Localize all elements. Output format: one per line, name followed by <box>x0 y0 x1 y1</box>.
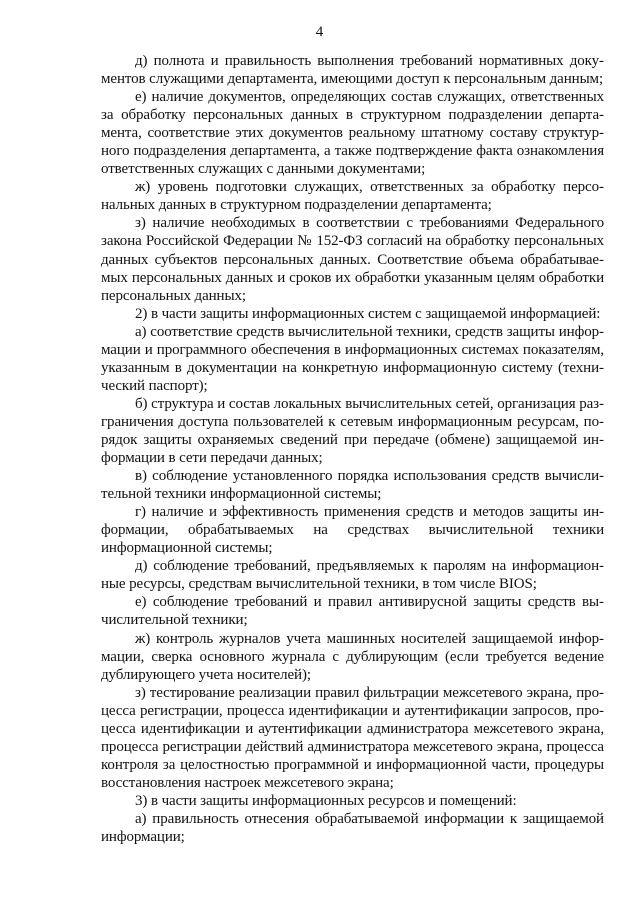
paragraph-2-zh-media-logs: ж) контроль журналов учета машинных носителей защищаемой информации, сверка основного журнала с дублирующим (если требуется ведение дублирующего учета носителей); <box>101 630 604 683</box>
paragraph-2-a-hardware: а) соответствие средств вычислительной техники, средств защиты информации и программного обеспечения в информационных системах показателям, указанным в документации на конкретную информационную систему (технический паспорт); <box>101 323 604 394</box>
paragraph-1-e-documents: е) наличие документов, определяющих состав служащих, ответственных за обработку персональных данных в структурном подразделении департамента, соответствие этих документов реальному штатному составу структурного подразделения департамента, а также подтверждение факта ознакомления ответственных служащих с данными документами; <box>101 89 604 178</box>
paragraph-3-a-classification: а) правильность отнесения обрабатываемой информации к защищаемой информации; <box>101 810 604 846</box>
section-2-heading: 2) в части защиты информационных систем с защищаемой информацией: <box>135 305 601 322</box>
paragraph-1-d-completeness: д) полнота и правильность выполнения требований нормативных документов служащими департамента, имеющими доступ к персональным данным; <box>101 53 604 88</box>
paragraph-2-z-firewall: з) тестирование реализации правил фильтрации межсетевого экрана, процесса регистрации, процесса идентификации и аутентификации запросов, процесса идентификации и аутентификации администратора межсетевого экрана, процесса регистрации действий администратора межсетевого экрана, процесса контроля за целостностью программной и информационной части, процедуры восстановления настроек межсетевого экрана; <box>101 684 604 791</box>
paragraph-1-zh-training: ж) уровень подготовки служащих, ответственных за обработку персональных данных в структурном подразделении департамента; <box>101 179 604 214</box>
paragraph-2-b-networks: б) структура и состав локальных вычислительных сетей, организация разграничения доступа пользователей к сетевым информационным ресурсам, порядок защиты охраняемых сведений при передаче (обмене) защищаемой информации в сети передачи данных; <box>101 395 604 467</box>
paragraph-2-d-passwords: д) соблюдение требований, предъявляемых к паролям на информационные ресурсы, средствам вычислительной техники, в том числе BIOS; <box>101 558 604 593</box>
paragraph-2-e-antivirus: е) соблюдение требований и правил антивирусной защиты средств вычислительной техники; <box>101 594 604 629</box>
paragraph-2-g-protection: г) наличие и эффективность применения средств и методов защиты информации, обрабатываемых на средствах вычислительной техники информационной системы; <box>101 504 604 557</box>
section-3-heading: 3) в части защиты информационных ресурсов и помещений: <box>135 792 517 809</box>
paragraph-2-v-usage: в) соблюдение установленного порядка использования средств вычислительной техники информационной системы; <box>101 468 604 503</box>
paragraph-1-z-consents: з) наличие необходимых в соответствии с требованиями Федерального закона Российской Федерации № 152-ФЗ согласий на обработку персональных данных субъектов персональных данных. Соответствие объема обрабатываемых персональных данных и сроков их обработки указанным целям обработки персональных данных; <box>101 215 604 304</box>
document-body <box>101 52 604 846</box>
page-number: 4 <box>315 24 324 40</box>
